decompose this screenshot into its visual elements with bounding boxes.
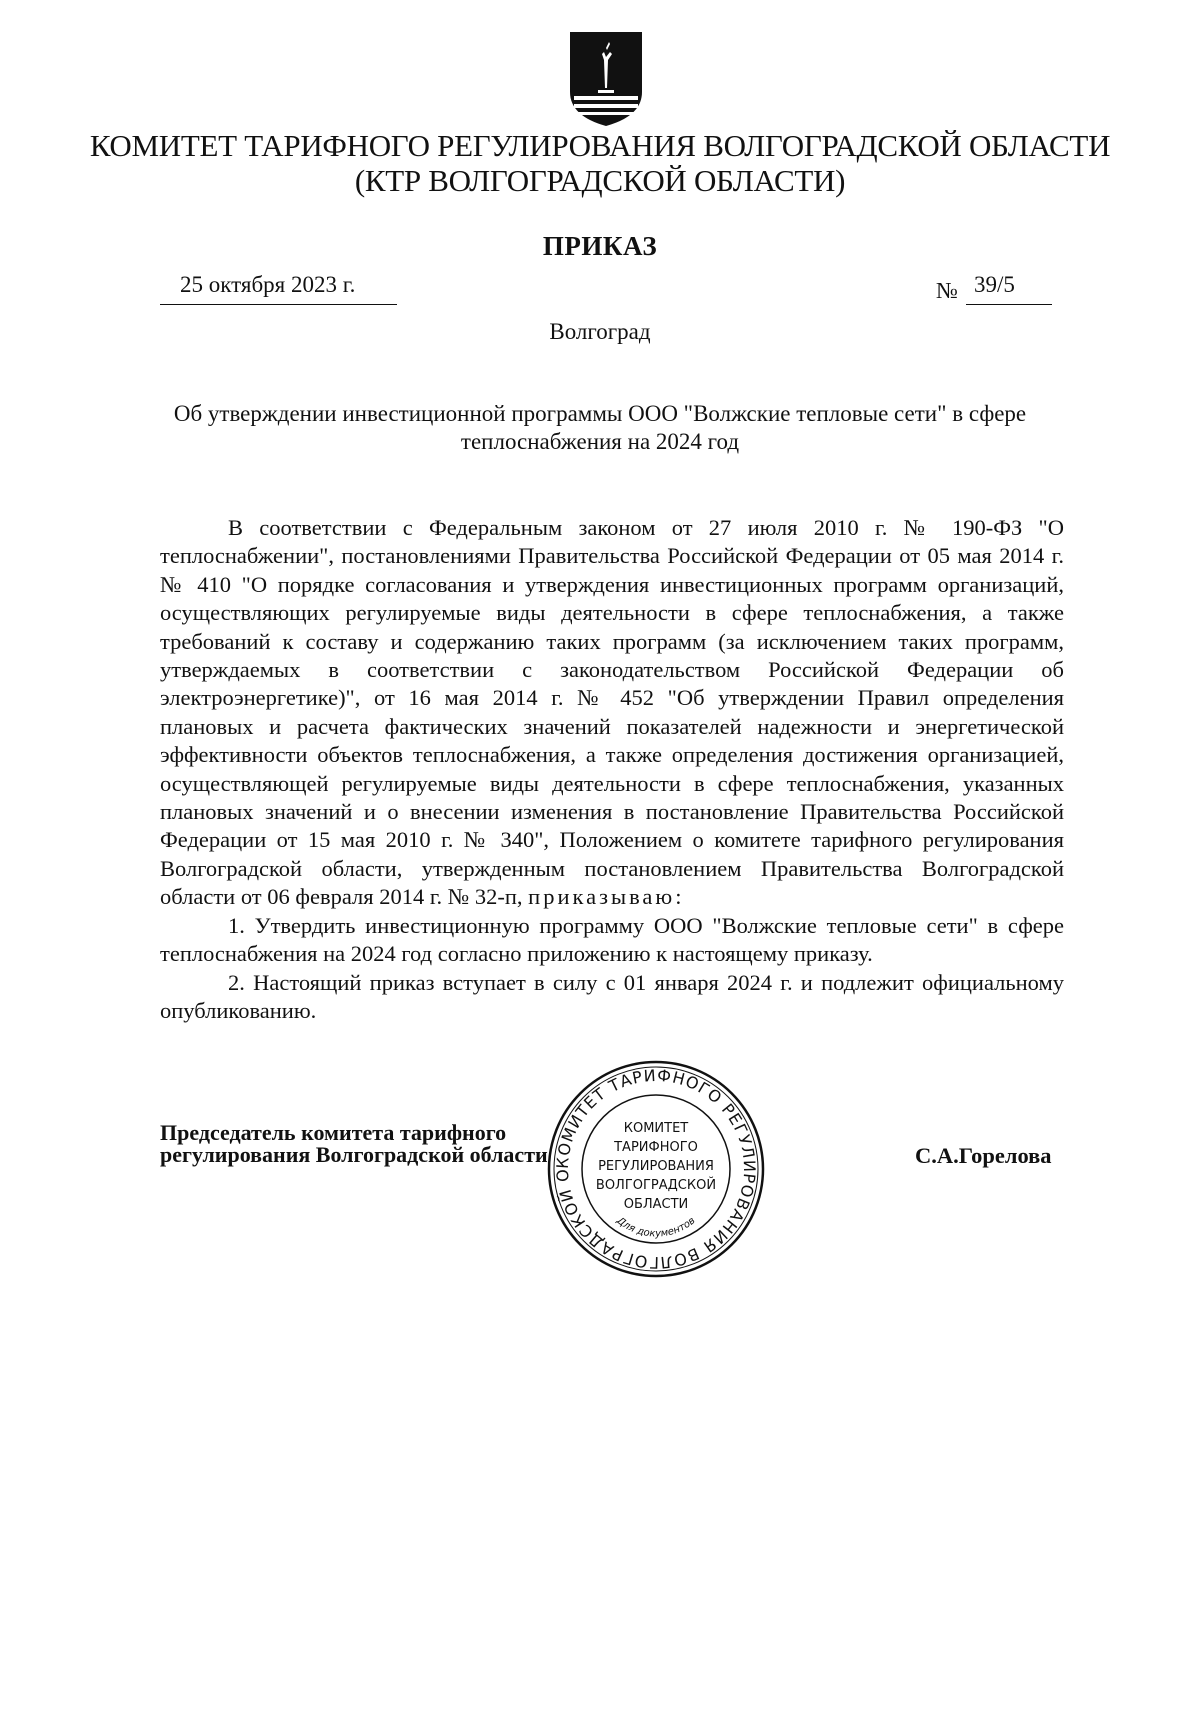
official-stamp bbox=[545, 1058, 767, 1280]
document-number: 39/5 bbox=[974, 272, 1015, 297]
signatory-title-line2: регулирования Волгоградской области bbox=[160, 1142, 548, 1167]
date-field bbox=[160, 272, 397, 305]
number-sign: № bbox=[936, 278, 958, 303]
signatory-title-line1: Председатель комитета тарифного bbox=[160, 1120, 507, 1145]
city: Волгоград bbox=[549, 319, 651, 344]
coat-of-arms-icon bbox=[568, 30, 644, 128]
item-1: 1. Утвердить инвестиционную программу ООО "Волжские тепловые сети" в сфере теплоснабжения на 2024 год согласно приложению к настоящему приказу. bbox=[160, 912, 1064, 967]
document-kind: ПРИКАЗ bbox=[542, 231, 658, 261]
order-word: приказываю: bbox=[528, 884, 685, 910]
stamp-line-2: ТАРИФНОГО bbox=[614, 1140, 698, 1155]
stamp-line-5: ОБЛАСТИ bbox=[623, 1197, 689, 1212]
subject-line2: теплоснабжения на 2024 год bbox=[460, 429, 740, 454]
org-name-line2: (КТР ВОЛГОГРАДСКОЙ ОБЛАСТИ) bbox=[354, 163, 846, 198]
stamp-ring-text: КОМИТЕТ ТАРИФНОГО РЕГУЛИРОВАНИЯ ВОЛГОГРАДСКОЙ О bbox=[552, 1065, 760, 1273]
stamp-line-1: КОМИТЕТ bbox=[623, 1121, 689, 1136]
signatory-name: С.А.Горелова bbox=[915, 1143, 1052, 1168]
subject-line1: Об утверждении инвестиционной программы ООО "Волжские тепловые сети" в сфере bbox=[173, 401, 1027, 426]
stamp-bottom-text: Для документов bbox=[614, 1215, 698, 1240]
stamp-line-3: РЕГУЛИРОВАНИЯ bbox=[598, 1159, 714, 1174]
stamp-line-4: ВОЛГОГРАДСКОЙ bbox=[595, 1178, 717, 1193]
document-date: 25 октября 2023 г. bbox=[180, 272, 356, 297]
signatory-title bbox=[160, 1122, 548, 1166]
preamble-text: В соответствии с Федеральным законом от 27 июля 2010 г. № 190-ФЗ "О теплоснабжении", постановлениями Правительства Российской Федерации от 05 мая 2014 г. № 410 "О порядке согласования и утверждения инвестиционных программ организаций, осуществляющих регулируемые виды деятельности в сфере теплоснабжения, а также требований к составу и содержанию таких программ (за исключением таких программ, утверждаемых в соответствии с законодательством Российской Федерации об электроэнергетике)", от 16 мая 2014 г. № 452 "Об утверждении Правил определения плановых и расчета фактических значений показателей надежности и энергетической эффективности объектов теплоснабжения, а также определения достижения организацией, осуществляющей регулируемые виды деятельности в сфере теплоснабжения, указанных плановых значений и о внесении изменения в постановление Правительства Российской Федерации от 15 мая 2010 г. № 340", Положением о комитете тарифного регулирования Волгоградской области, утвержденным постановлением Правительства Волгоградской области от 06 февраля 2014 г. № 32-п, bbox=[160, 515, 1064, 910]
org-name-line1: КОМИТЕТ ТАРИФНОГО РЕГУЛИРОВАНИЯ ВОЛГОГРАДСКОЙ ОБЛАСТИ bbox=[89, 128, 1111, 163]
item-2: 2. Настоящий приказ вступает в силу с 01 января 2024 г. и подлежит официальному опубликованию. bbox=[160, 969, 1064, 1023]
preamble-paragraph bbox=[160, 514, 1064, 912]
number-field bbox=[966, 272, 1052, 305]
document-body bbox=[160, 514, 1064, 1025]
document-subject bbox=[140, 400, 1060, 456]
